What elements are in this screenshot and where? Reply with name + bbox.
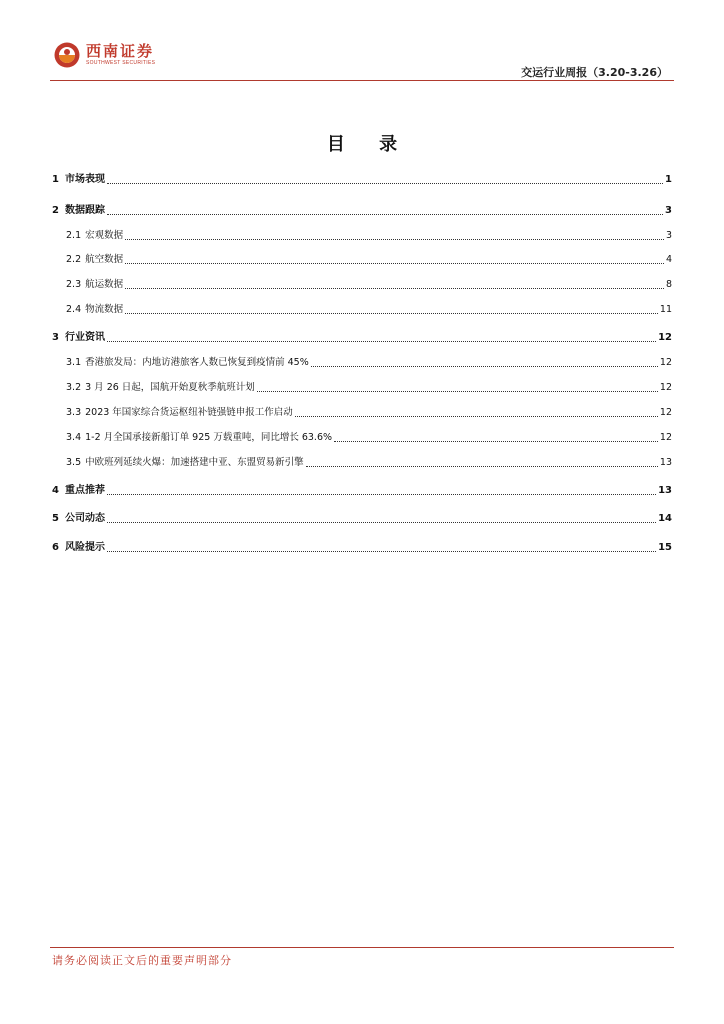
toc-entry-number: 2.4: [66, 304, 82, 315]
toc-entry-page: 12: [659, 407, 672, 418]
toc-entry[interactable]: [66, 428, 672, 444]
dot-leader: [257, 391, 658, 392]
toc-entry-page: 15: [658, 542, 672, 553]
toc-entry[interactable]: [66, 300, 672, 316]
toc-entry-number: 6: [52, 542, 59, 553]
dot-leader: [125, 313, 658, 314]
toc-entry-page: 14: [658, 513, 672, 524]
dot-leader: [125, 263, 664, 264]
toc-entry[interactable]: [52, 481, 672, 497]
toc-entry[interactable]: [66, 250, 672, 266]
header-divider: [50, 80, 674, 81]
logo-english-name: SOUTHWEST SECURITIES: [86, 60, 156, 66]
toc-entry-page: 13: [659, 457, 672, 468]
toc-entry[interactable]: [66, 275, 672, 291]
toc-heading: 目 录: [326, 134, 412, 155]
toc-entry[interactable]: [52, 328, 672, 344]
toc-entry-label: 宏观数据: [85, 230, 124, 241]
logo-chinese-name: 西南证券: [86, 42, 155, 60]
footer-disclaimer: 请务必阅读正文后的重要声明部分: [52, 954, 232, 967]
toc-entry-page: 12: [658, 332, 672, 343]
dot-leader: [125, 288, 664, 289]
toc-entry-label: 香港旅发局：内地访港旅客人数已恢复到疫情前 45%: [85, 357, 309, 368]
dot-leader: [334, 441, 658, 442]
toc-entry-page: 3: [665, 205, 672, 216]
toc-entry-page: 12: [659, 432, 672, 443]
toc-entry-number: 3.4: [66, 432, 82, 443]
report-title: 交运行业周报（3.20-3.26）: [521, 66, 668, 79]
toc-entry[interactable]: [66, 378, 672, 394]
toc-entry-page: 4: [665, 254, 672, 265]
dot-leader: [107, 183, 663, 184]
toc-entry-number: 5: [52, 513, 59, 524]
toc-entry-label: 2023 年国家综合货运枢纽补链强链申报工作启动: [85, 407, 293, 418]
toc-entry-number: 2.1: [66, 230, 82, 241]
dot-leader: [125, 239, 664, 240]
dot-leader: [311, 366, 658, 367]
dot-leader: [295, 416, 658, 417]
toc-entry-label: 市场表现: [64, 174, 105, 185]
toc-entry-label: 公司动态: [64, 513, 105, 524]
toc-entry-label: 1-2 月全国承接新船订单 925 万载重吨，同比增长 63.6%: [85, 432, 333, 443]
toc-entry-page: 1: [665, 174, 672, 185]
dot-leader: [306, 466, 658, 467]
dot-leader: [107, 551, 656, 552]
toc-entry-number: 2: [52, 205, 59, 216]
toc-entry-number: 3: [52, 332, 59, 343]
page-header: [0, 0, 724, 82]
toc-entry[interactable]: [66, 226, 672, 242]
toc-entry-label: 航空数据: [85, 254, 124, 265]
toc-entry[interactable]: [52, 201, 672, 217]
toc-entry-number: 3.2: [66, 382, 82, 393]
toc-entry-label: 物流数据: [85, 304, 124, 315]
toc-entry-page: 3: [665, 230, 672, 241]
dot-leader: [107, 341, 656, 342]
toc-entry-page: 11: [659, 304, 672, 315]
dot-leader: [107, 522, 656, 523]
toc-entry-label: 3 月 26 日起，国航开始夏秋季航班计划: [85, 382, 255, 393]
toc-entry-number: 3.3: [66, 407, 82, 418]
toc-entry-page: 13: [658, 485, 672, 496]
footer-divider: [50, 947, 674, 948]
toc-entry[interactable]: [52, 170, 672, 186]
toc-entry-number: 3.1: [66, 357, 82, 368]
toc-entry-number: 2.2: [66, 254, 82, 265]
toc-entry[interactable]: [66, 353, 672, 369]
toc-entry[interactable]: [66, 403, 672, 419]
toc-entry-number: 1: [52, 174, 59, 185]
toc-entry-label: 风险提示: [64, 542, 105, 553]
company-logo: [54, 42, 155, 68]
toc-entry-page: 8: [665, 279, 672, 290]
toc-entry-label: 重点推荐: [64, 485, 105, 496]
toc-entry[interactable]: [52, 509, 672, 525]
toc-entry-label: 中欧班列延续火爆：加速搭建中亚、东盟贸易新引擎: [85, 457, 304, 468]
toc-entry-page: 12: [659, 357, 672, 368]
logo-emblem-icon: [54, 42, 80, 68]
toc-entry-number: 2.3: [66, 279, 82, 290]
toc-entry-label: 数据跟踪: [64, 205, 105, 216]
dot-leader: [107, 214, 663, 215]
toc-entry[interactable]: [52, 538, 672, 554]
toc-entry-page: 12: [659, 382, 672, 393]
toc-entry[interactable]: [66, 453, 672, 469]
toc-entry-number: 4: [52, 485, 59, 496]
toc-entry-label: 航运数据: [85, 279, 124, 290]
dot-leader: [107, 494, 656, 495]
toc-entry-label: 行业资讯: [64, 332, 105, 343]
toc-entry-number: 3.5: [66, 457, 82, 468]
